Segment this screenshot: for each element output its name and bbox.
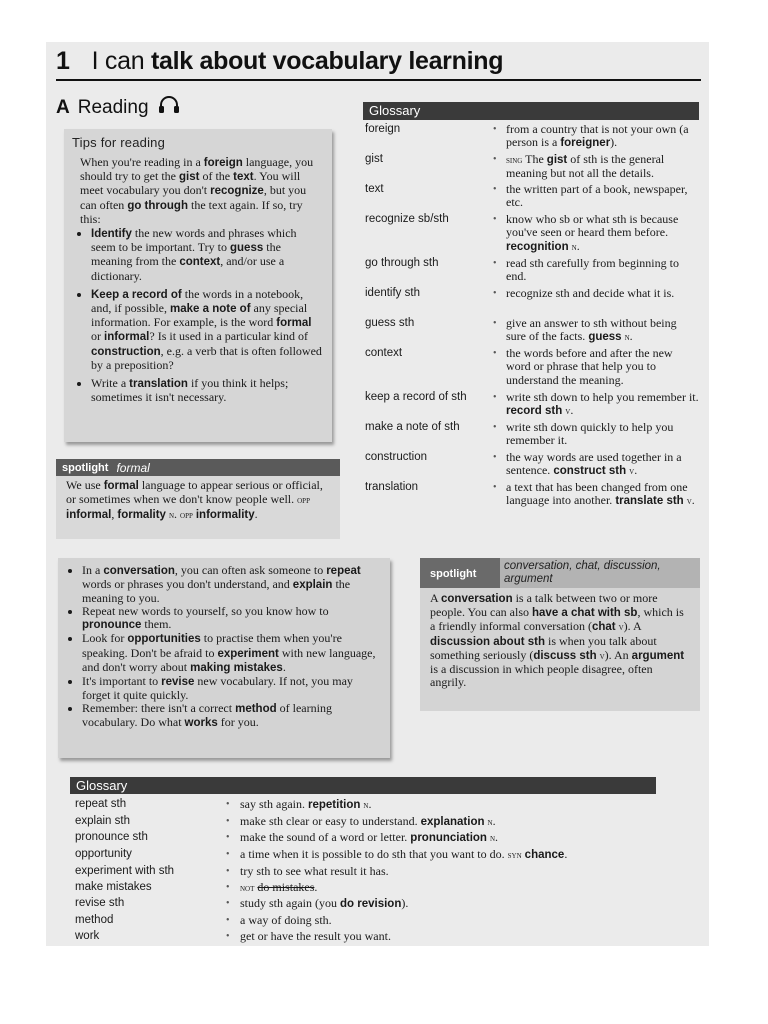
body-text: v (686, 496, 692, 508)
bullet-dot: • (226, 849, 230, 861)
body-text: the words before and after the new word or phrase that help you to understand the meaning. (506, 346, 673, 387)
keyword-text: informal (104, 331, 150, 344)
body-text: of the (199, 169, 234, 184)
body-text: Remember: there isn't a correct (82, 700, 236, 715)
body-text: ). An (604, 647, 632, 662)
body-text: , but you can often (80, 183, 307, 212)
body-text: language, you should try to get the (80, 155, 314, 184)
bullet-dot: • (226, 815, 230, 827)
body-text: if you think it helps; sometimes it isn't necessary. (91, 376, 289, 405)
body-text: is when you talk about something seriously ( (430, 633, 657, 662)
keyword-text: pronounce (82, 619, 142, 632)
keyword-text: have a chat with sb (532, 607, 638, 620)
body-text: n (487, 816, 493, 828)
body-text: study sth again (you (240, 896, 340, 911)
spotlight-bar (420, 558, 700, 588)
bullet-dot: • (493, 258, 497, 269)
keyword-text: explain (292, 579, 333, 592)
body-text: Repeat new words to yourself, so you know how to (82, 604, 329, 619)
body-text: v (599, 650, 605, 662)
bullet-dot: • (493, 392, 497, 403)
body-text: syn (507, 850, 522, 862)
glossary-title: Glossary (363, 102, 699, 120)
body-text: of learning vocabulary. Do what (82, 700, 332, 730)
body-text: with new language, and don't worry about (82, 645, 376, 674)
body-text: the text again. If so, try this: (80, 197, 303, 226)
body-text: We use (66, 478, 104, 492)
body-text: When you're reading in a (80, 155, 204, 169)
keyword-text: guess (588, 331, 622, 344)
headphones-icon (158, 96, 180, 120)
body-text: the meaning to you. (82, 577, 351, 606)
keyword-text: formal (276, 317, 312, 330)
keyword-text: text (233, 171, 254, 184)
glossary-row (70, 913, 656, 929)
bullet-dot: • (493, 348, 497, 359)
spotlight-conversation-box (420, 558, 700, 711)
unit-number: 1 (56, 47, 70, 75)
keyword-text: conversation (103, 565, 175, 577)
unit-title (56, 47, 696, 76)
list-item (82, 675, 380, 702)
glossary-reading (363, 102, 699, 525)
body-text: opportunity (75, 848, 132, 861)
keyword-text: argument (631, 649, 685, 662)
body-text: know who sb or what sth is because you've seen or heard them before. (506, 212, 679, 240)
body-text: make a note of sth (365, 421, 460, 433)
body-text: method (75, 913, 114, 926)
glossary-row (70, 929, 656, 945)
body-text: It's important to (82, 673, 162, 688)
keyword-text: translation (129, 378, 188, 391)
keyword-text: formality (117, 508, 166, 521)
body-text: do mistakes (257, 879, 315, 894)
body-text: them. (141, 617, 172, 632)
body-text: sing (506, 155, 523, 166)
body-text: ). (401, 896, 409, 911)
body-text: context (365, 347, 403, 359)
body-text: In a (82, 563, 104, 577)
body-text: n (489, 833, 496, 845)
keyword-text: foreigner (560, 137, 611, 150)
body-text: language to appear serious or official, or sometimes when we don't know people well. (66, 478, 323, 507)
body-text: v (629, 466, 635, 478)
body-text: words or phrases you don't understand, and (82, 577, 293, 592)
body-text: text (365, 183, 384, 195)
body-text: n (624, 332, 630, 344)
body-text: revise sth (75, 897, 125, 910)
body-text: the way words are used together in a sentence. (506, 450, 682, 478)
body-text: ). (610, 135, 618, 150)
keyword-text: chat (591, 621, 616, 634)
keyword-text: formal (103, 480, 139, 492)
keyword-text: works (184, 717, 218, 730)
keyword-text: informality (195, 508, 255, 521)
keyword-text: chance (524, 849, 565, 862)
title-rule (56, 79, 701, 81)
keyword-text: conversation (441, 593, 513, 605)
glossary-entries (70, 797, 656, 944)
keyword-text: experiment (217, 647, 279, 660)
glossary-row (363, 153, 699, 183)
bullet-dot: • (493, 452, 497, 463)
bullet-dot: • (226, 898, 230, 910)
glossary-row (363, 451, 699, 481)
body-text: of sth is the general meaning but not all the details. (506, 152, 665, 181)
body-text: a text that has been changed from one language into another. (506, 480, 688, 508)
glossary-row (363, 257, 699, 287)
glossary-row (70, 830, 656, 847)
body-text: try sth to see what result it has. (240, 863, 389, 878)
glossary-row (70, 797, 656, 814)
body-text: write sth down quickly to help you remember it. (506, 420, 674, 448)
keyword-text: revise (161, 675, 195, 688)
vocabulary-tips-box (58, 558, 390, 758)
body-text: guess sth (365, 317, 415, 329)
body-text: the words in a notebook, and, if possible, (91, 286, 304, 316)
keyword-text: Identify (91, 228, 132, 241)
glossary-row (363, 391, 699, 421)
tips-list (72, 564, 380, 730)
body-text: , e.g. a verb that is often followed by a preposition? (91, 343, 322, 372)
bullet-dot: • (493, 482, 497, 493)
keyword-text: record sth (506, 405, 563, 418)
tips-list (80, 227, 322, 404)
glossary-row (70, 864, 656, 880)
body-text: new vocabulary. If not, you may forget it quite quickly. (82, 673, 353, 702)
body-text: any special information. For example, is the word (91, 301, 308, 330)
list-item (82, 564, 380, 605)
body-text: not (240, 882, 255, 894)
bullet-dot: • (493, 422, 497, 433)
body-text: n (363, 800, 369, 811)
body-text: go through sth (365, 257, 439, 269)
keyword-text: foreign (203, 157, 243, 169)
glossary-row (70, 814, 656, 831)
spotlight-bar (56, 459, 340, 476)
body-text: Look for (82, 631, 128, 646)
body-text: write sth down to help you remember it. (506, 390, 699, 404)
body-text: . You will meet vocabulary you don't (80, 169, 301, 198)
body-text: , (111, 506, 118, 521)
body-text: n (168, 509, 175, 521)
section-letter: A (56, 97, 70, 119)
body-text: opp (297, 495, 310, 507)
keyword-text: method (235, 702, 277, 715)
glossary-row (70, 847, 656, 864)
glossary-row (363, 183, 699, 213)
body-text: . (629, 329, 633, 344)
list-item (91, 377, 322, 404)
glossary-row (363, 213, 699, 257)
bullet-dot: • (493, 124, 497, 135)
body-text: . (492, 813, 496, 828)
keyword-text: go through (127, 199, 188, 212)
body-text: make mistakes (75, 880, 152, 893)
body-text: . (174, 506, 181, 521)
body-text: . (691, 493, 695, 508)
body-text: . (314, 879, 318, 894)
body-text: . (254, 506, 258, 521)
bullet-dot: • (226, 914, 230, 926)
bullet-dot: • (493, 214, 497, 225)
list-item (82, 632, 380, 674)
body-text: identify sth (365, 287, 420, 299)
body-text: , you can often ask someone to (174, 563, 327, 577)
glossary-row (70, 896, 656, 913)
bullet-dot: • (226, 881, 230, 893)
section-title: Reading (77, 97, 149, 119)
body-text: Write a (91, 376, 130, 391)
body-text: keep a record of sth (365, 391, 467, 403)
body-text: gist (365, 153, 383, 165)
body-text: is a discussion in which people disagree, often angrily. (430, 662, 653, 690)
body-text: a way of doing sth. (240, 912, 332, 927)
body-text: repeat sth (75, 798, 127, 810)
body-text: translation (365, 481, 419, 493)
bullet-dot: • (226, 865, 230, 877)
keyword-text: Keep a record of (91, 288, 182, 301)
keyword-text: explanation (420, 815, 485, 828)
body-text: is a talk between two or more people. You can also (430, 591, 658, 620)
body-text: . (564, 847, 568, 862)
keyword-text: gist (179, 171, 200, 184)
glossary-title: Glossary (70, 777, 656, 794)
spotlight-body (56, 476, 340, 525)
bullet-dot: • (226, 799, 230, 810)
body-text: opp (180, 509, 193, 521)
body-text: make sth clear or easy to understand. (240, 813, 421, 828)
glossary-row (363, 287, 699, 317)
list-item (91, 227, 322, 283)
keyword-text: recognition (506, 240, 569, 253)
body-text: . (368, 797, 372, 811)
body-text: the written part of a book, newspaper, etc. (506, 182, 688, 210)
body-text: . (495, 830, 499, 845)
body-text: a time when it is possible to do sth that you want to do. (240, 847, 508, 862)
unit-title-normal: I can (91, 47, 145, 75)
unit-title-bold: talk about vocabulary learning (150, 47, 504, 75)
body-text: explain sth (75, 814, 130, 827)
textbook-page (46, 42, 709, 946)
list-item (91, 288, 322, 372)
spotlight-word: conversation, chat, discussion, argument (500, 558, 700, 588)
spotlight-word: formal (116, 460, 150, 475)
body-text: for you. (217, 715, 259, 730)
glossary-entries (363, 123, 699, 525)
body-text: say sth again. (240, 797, 308, 811)
keyword-text: pronunciation (410, 832, 487, 845)
body-text: experiment with sth (75, 864, 175, 877)
glossary-learning (70, 777, 656, 944)
body-text: to practise them when you're speaking. Don't be afraid to (82, 631, 342, 660)
list-item (82, 605, 380, 632)
body-text: n (571, 241, 577, 253)
body-text: construction (365, 451, 428, 463)
body-text: the meaning from the (91, 240, 281, 269)
keyword-text: make a note of (170, 303, 251, 316)
keyword-text: repetition (308, 799, 361, 811)
keyword-text: guess (230, 242, 264, 255)
body-text: give an answer to sth without being sure of the facts. (506, 316, 677, 344)
list-item (82, 702, 380, 730)
body-text: v (618, 622, 624, 634)
section-heading (56, 96, 180, 120)
body-text: A (430, 591, 442, 605)
keyword-text: construction (91, 345, 161, 358)
spotlight-label: spotlight (430, 568, 477, 580)
keyword-text: discuss sth (533, 649, 597, 662)
bullet-dot: • (493, 318, 497, 329)
body-text: ? Is it used in a particular kind of (149, 329, 308, 344)
keyword-text: recognize (210, 185, 264, 198)
body-text: from a country that is not your own (a person is a (506, 122, 689, 150)
body-text: read sth carefully from beginning to end. (506, 256, 679, 284)
body-text: , and/or use a dictionary. (91, 254, 285, 283)
spotlight-formal-box (56, 459, 340, 539)
body-text: v (565, 406, 571, 418)
body-text: . (570, 403, 574, 418)
bullet-dot: • (493, 288, 497, 299)
body-text: or (91, 329, 104, 344)
keyword-text: context (179, 256, 221, 269)
glossary-row (363, 481, 699, 525)
body-text: get or have the result you want. (240, 928, 391, 943)
glossary-row (363, 347, 699, 391)
spotlight-label: spotlight (62, 461, 109, 474)
keyword-text: construct sth (553, 465, 627, 478)
keyword-text: opportunities (127, 633, 201, 646)
bullet-dot: • (226, 832, 230, 844)
keyword-text: gist (546, 154, 568, 166)
keyword-text: translate sth (615, 495, 684, 508)
body-text: foreign (365, 123, 401, 135)
glossary-row (363, 421, 699, 451)
tips-intro (80, 156, 322, 226)
spotlight-body (420, 588, 700, 693)
bullet-dot: • (226, 930, 230, 942)
body-text: ). A (623, 619, 642, 634)
tips-heading: Tips for reading (72, 135, 166, 150)
keyword-text: discussion about sth (430, 635, 546, 648)
body-text: the new words and phrases which seem to be important. Try to (91, 226, 297, 255)
body-text: work (75, 929, 100, 942)
body-text: pronounce sth (75, 831, 148, 844)
keyword-text: repeat (326, 565, 361, 577)
bullet-dot: • (493, 184, 497, 195)
glossary-row (363, 123, 699, 153)
body-text: recognize sb/sth (365, 213, 449, 225)
body-text: make the sound of a word or letter. (240, 830, 411, 845)
keyword-text: making mistakes (190, 661, 283, 674)
glossary-row (363, 317, 699, 347)
body-text: . (282, 659, 286, 674)
body-text: recognize sth and decide what it is. (506, 286, 675, 300)
keyword-text: informal (66, 508, 112, 521)
bullet-dot: • (493, 154, 497, 165)
body-text: , which is a friendly informal conversation ( (430, 605, 684, 634)
tips-for-reading-box (64, 129, 332, 442)
keyword-text: do revision (340, 898, 402, 911)
body-text: The (522, 152, 547, 166)
body-text: . (576, 238, 580, 253)
glossary-row (70, 880, 656, 897)
body-text: . (634, 463, 638, 478)
